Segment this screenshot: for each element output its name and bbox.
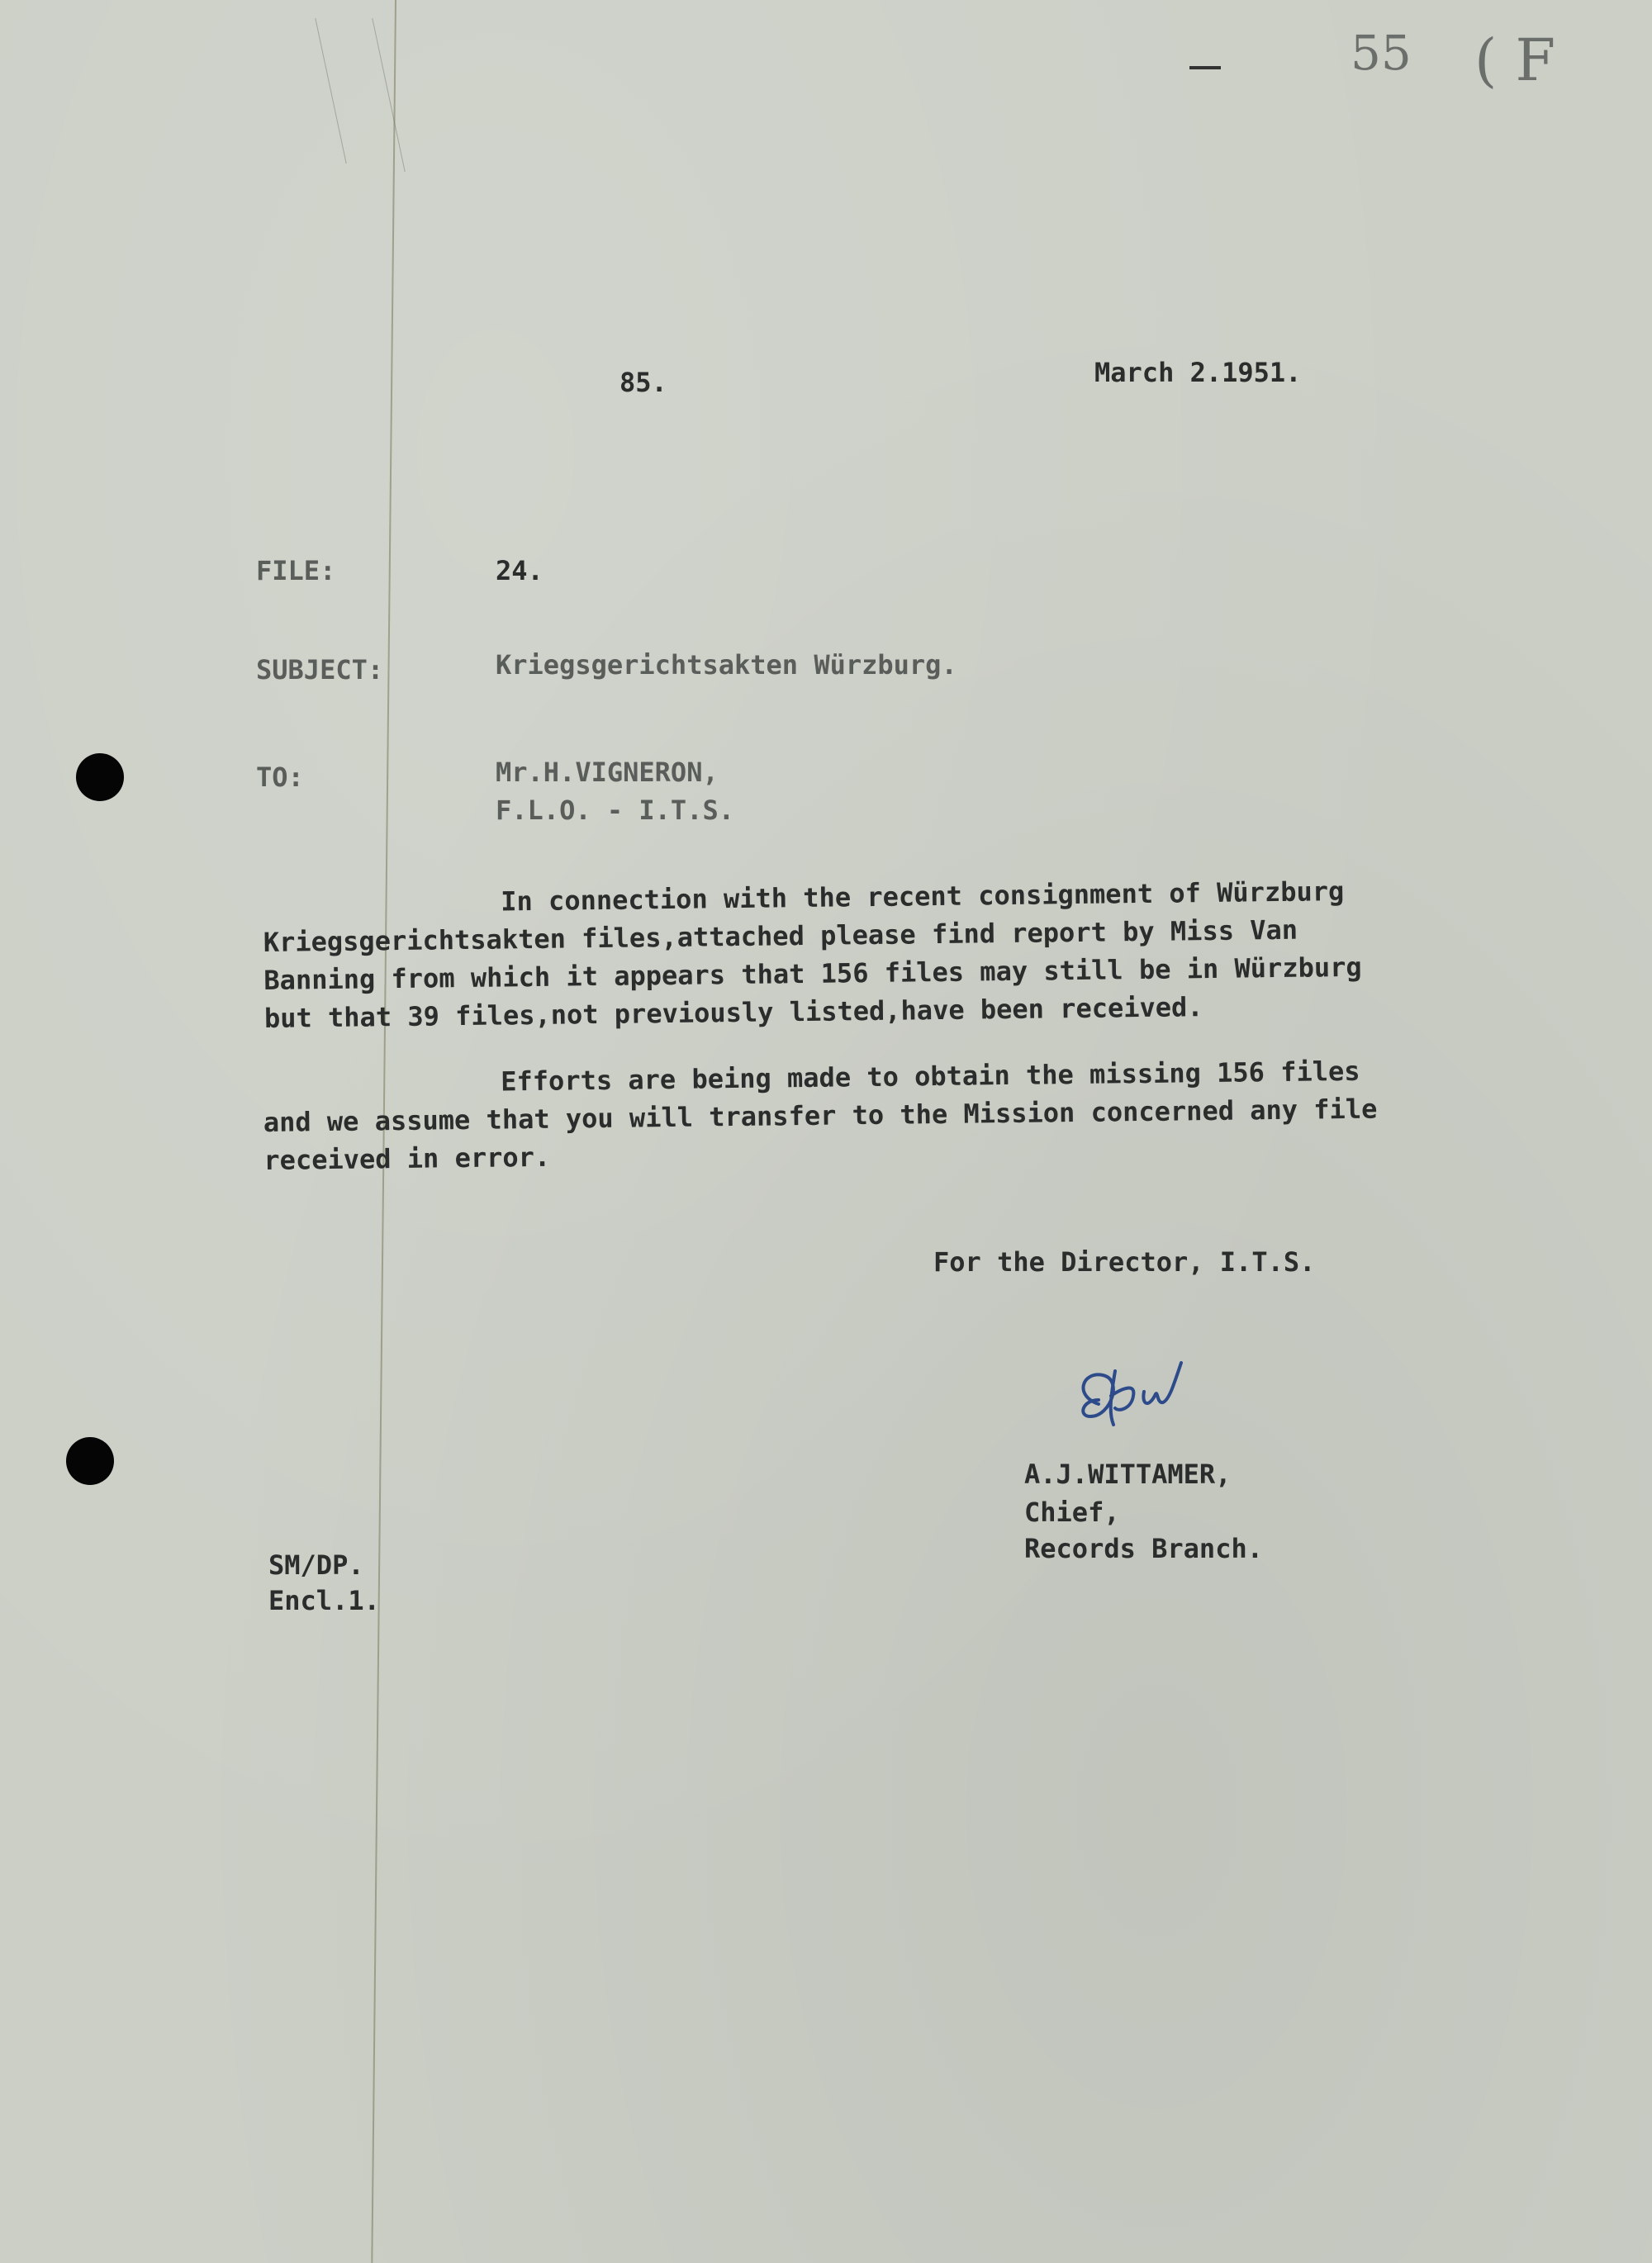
crease-line bbox=[372, 18, 405, 172]
to-label: TO: bbox=[256, 761, 304, 793]
typist-reference: SM/DP. bbox=[268, 1549, 364, 1581]
signer-department: Records Branch. bbox=[1024, 1533, 1263, 1564]
body-line: Kriegsgerichtsakten files,attached please find report by Miss Van bbox=[263, 913, 1298, 958]
reference-number: 85. bbox=[620, 367, 667, 398]
closing-line: For the Director, I.T.S. bbox=[933, 1246, 1316, 1278]
crease-line bbox=[315, 18, 346, 164]
body-line: Efforts are being made to obtain the missing 156 files bbox=[501, 1055, 1360, 1098]
subject-label: SUBJECT: bbox=[256, 654, 384, 686]
letter-date: March 2.1951. bbox=[1094, 357, 1302, 388]
punch-hole-top bbox=[76, 753, 124, 801]
to-line-2: F.L.O. - I.T.S. bbox=[496, 795, 734, 826]
punch-hole-bottom bbox=[66, 1437, 114, 1485]
body-paragraph-2 bbox=[263, 1052, 1378, 1179]
file-value: 24. bbox=[496, 555, 544, 586]
signer-title: Chief, bbox=[1024, 1497, 1120, 1528]
to-line-1: Mr.H.VIGNERON, bbox=[496, 757, 719, 788]
page-number-mark: 55 bbox=[1351, 25, 1412, 81]
body-line: and we assume that you will transfer to the Mission concerned any file bbox=[263, 1093, 1378, 1138]
page-scribble-mark: ( F bbox=[1474, 26, 1556, 94]
enclosure-note: Encl.1. bbox=[268, 1585, 380, 1616]
dash-mark bbox=[1189, 66, 1221, 69]
body-line: Banning from which it appears that 156 files may still be in Würzburg bbox=[263, 951, 1362, 996]
body-line: In connection with the recent consignment of Würzburg bbox=[501, 875, 1345, 918]
subject-value: Kriegsgerichtsakten Würzburg. bbox=[496, 649, 957, 681]
body-line: but that 39 files,not previously listed,have been received. bbox=[263, 991, 1203, 1034]
file-label: FILE: bbox=[256, 555, 336, 586]
body-line: received in error. bbox=[263, 1141, 551, 1176]
body-paragraph-1 bbox=[263, 872, 1362, 1037]
signer-name: A.J.WITTAMER, bbox=[1024, 1459, 1232, 1490]
handwritten-signature bbox=[1066, 1354, 1206, 1454]
